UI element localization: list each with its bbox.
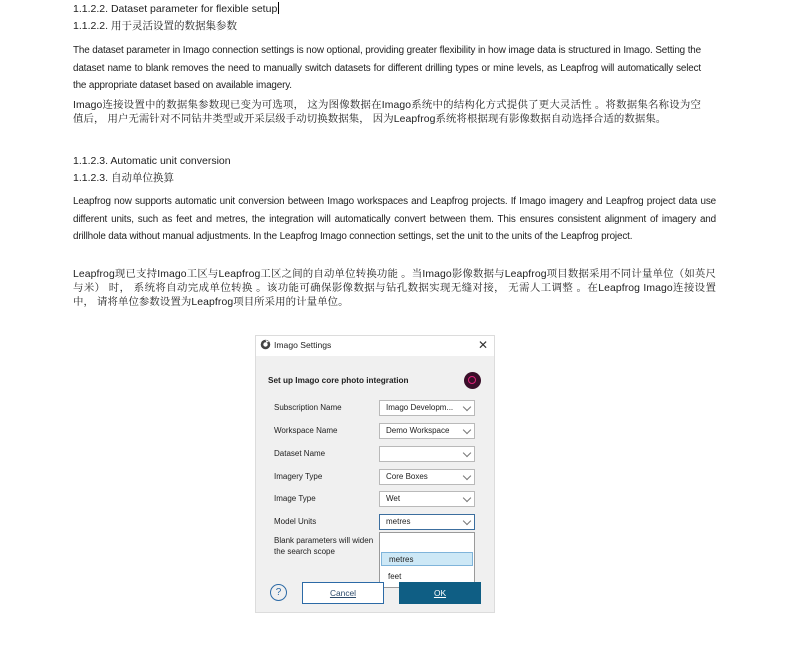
image-type-select[interactable] (379, 491, 475, 507)
ok-button[interactable] (399, 582, 481, 604)
model-units-label: Model Units (274, 517, 317, 526)
workspace-name-select[interactable] (379, 423, 475, 439)
paragraph-units-en: Leapfrog now supports automatic unit conversion between Imago workspaces and Leapfrog projects. If Imago imagery and Leapfrog project data use different units, such as feet and metres, the integration will automatically convert between them. This ensures consistent alignment of imagery and drillhole data without manual adjustments. In the Leapfrog Imago connection settings, set the unit to the units of the Leapfrog project. (73, 196, 716, 243)
blank-parameters-hint: Blank parameters will widen the search scope (274, 536, 374, 556)
dialog-title: Imago Settings (274, 340, 332, 350)
workspace-name-label: Workspace Name (274, 426, 338, 435)
help-icon[interactable]: ? (270, 584, 287, 601)
model-units-dropdown (379, 532, 475, 588)
chevron-down-icon (463, 517, 471, 525)
text-cursor (278, 2, 279, 14)
paragraph-dataset-zh: Imago连接设置中的数据集参数现已变为可选项， 这为图像数据在Imago系统中的结构化方式提供了更大灵活性 。将数据集名称设为空值后， 用户无需针对不同钻井类型或开采层级手动切换数据集， 因为Leapfrog系统将根据现有影像数据自动选择合适的数据集。 (73, 100, 701, 125)
subscription-name-select[interactable] (379, 400, 475, 416)
section-heading-dataset-en: 1.1.2.2. Dataset parameter for flexible setup (73, 3, 278, 15)
close-icon[interactable]: ✕ (477, 338, 489, 352)
dropdown-option-metres[interactable]: metres (381, 552, 473, 566)
chevron-down-icon (463, 426, 471, 434)
chevron-down-icon (463, 403, 471, 411)
imago-settings-dialog (255, 335, 495, 613)
chevron-down-icon (463, 449, 471, 457)
dialog-heading: Set up Imago core photo integration (268, 376, 409, 385)
image-type-label: Image Type (274, 494, 316, 503)
imagery-type-value: Core Boxes (386, 472, 428, 481)
cancel-button[interactable] (302, 582, 384, 604)
section-heading-units-en: 1.1.2.3. Automatic unit conversion (73, 155, 231, 167)
model-units-value: metres (386, 517, 411, 526)
model-units-select[interactable] (379, 514, 475, 530)
workspace-name-value: Demo Workspace (386, 426, 450, 435)
subscription-name-label: Subscription Name (274, 403, 342, 412)
dialog-titlebar (256, 336, 494, 356)
imago-badge-icon (464, 372, 481, 389)
paragraph-dataset-en: The dataset parameter in Imago connection settings is now optional, providing greater flexibility in how image data is structured in Imago. Setting the dataset name to blank removes the need to manually switch datasets for different drilling types or mine levels, as Leapfrog will automatically select the appropriate dataset based on available imagery. (73, 45, 701, 92)
ok-button-label: OK (433, 588, 447, 598)
imagery-type-select[interactable] (379, 469, 475, 485)
imago-logo-icon (260, 339, 271, 350)
section-heading-dataset-zh: 1.1.2.2. 用于灵活设置的数据集参数 (73, 20, 237, 32)
cancel-button-label: Cancel (329, 588, 357, 598)
dropdown-option-feet[interactable]: feet (388, 572, 402, 581)
subscription-name-value: Imago Developm... (386, 403, 454, 412)
dataset-name-select[interactable] (379, 446, 475, 462)
section-heading-units-zh: 1.1.2.3. 自动单位换算 (73, 172, 174, 184)
paragraph-units-zh: Leapfrog现已支持Imago工区与Leapfrog工区之间的自动单位转换功能 。当Imago影像数据与Leapfrog项目数据采用不同计量单位（如英尺与米） 时， 系统将自动完成单位转换 。该功能可确保影像数据与钻孔数据实现无缝对接， 无需人工调整 。在Leapfrog Imago连接设置中， 请将单位参数设置为Leapfrog项目所采用的计量单位。 (73, 269, 716, 308)
chevron-down-icon (463, 472, 471, 480)
dataset-name-label: Dataset Name (274, 449, 326, 458)
chevron-down-icon (463, 494, 471, 502)
imagery-type-label: Imagery Type (274, 472, 323, 481)
image-type-value: Wet (386, 494, 401, 503)
